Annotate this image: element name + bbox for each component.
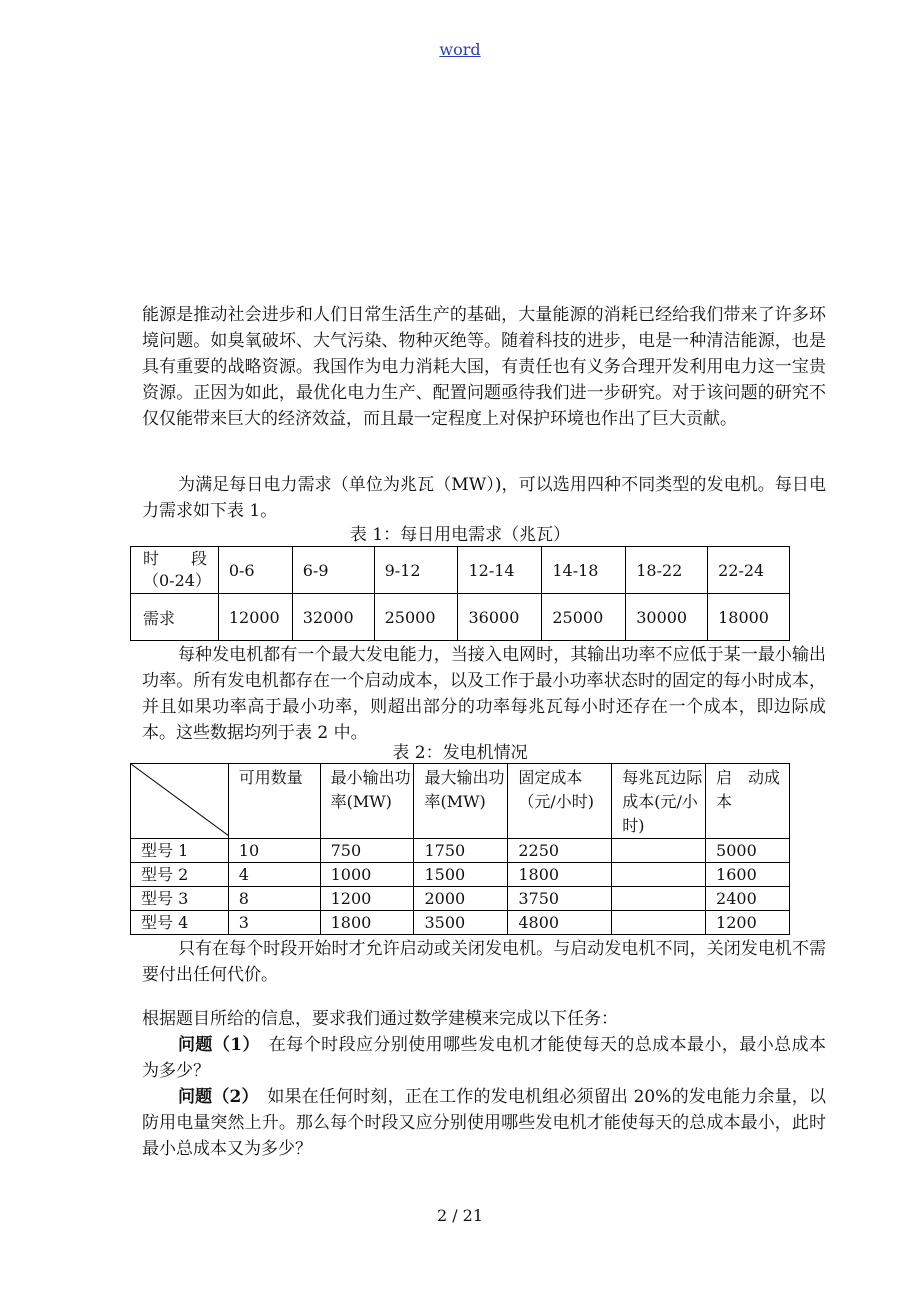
header-count: 可用数量 xyxy=(228,764,320,839)
marginal-cell xyxy=(612,839,706,863)
startup-cell: 1600 xyxy=(706,863,790,887)
demand-cell: 36000 xyxy=(458,594,542,641)
demand-table xyxy=(130,546,790,641)
count-cell: 8 xyxy=(228,887,320,911)
marginal-cell xyxy=(612,887,706,911)
generator-intro-paragraph: 每种发电机都有一个最大发电能力，当接入电网时，其输出功率不应低于某一最小输出功率。所有发电机都存在一个启动成本，以及工作于最小功率状态时的固定的每小时成本，并且如果功率高于最小功率，则超出部分的功率每兆瓦每小时还存在一个成本，即边际成本。这些数据均列于表 2 中。 xyxy=(142,645,826,743)
startup-cell: 2400 xyxy=(706,887,790,911)
header-min-output: 最小输出功率(MW) xyxy=(320,764,414,839)
intro-paragraph: 能源是推动社会进步和人们日常生活生产的基础，大量能源的消耗已经给我们带来了许多环境问题。如臭氧破坏、大气污染、物种灭绝等。随着科技的进步，电是一种清洁能源，也是具有重要的战略资源。我国作为电力消耗大国，有责任也有义务合理开发利用电力这一宝贵资源。正因为如此，最优化电力生产、配置问题亟待我们进一步研究。对于该问题的研究不仅仅能带来巨大的经济效益，而且最一定程度上对保护环境也作出了巨大贡献。 xyxy=(142,305,826,429)
demand-cell: 25000 xyxy=(374,594,458,641)
demand-row-label: 需求 xyxy=(131,594,219,641)
table-row xyxy=(131,839,790,863)
fixed-cell: 1800 xyxy=(508,863,612,887)
question-1 xyxy=(142,1032,826,1084)
fixed-cell: 3750 xyxy=(508,887,612,911)
table1-caption: 表 1：每日用电需求（兆瓦） xyxy=(349,525,571,545)
question-1-label: 问题（1） xyxy=(178,1035,252,1055)
demand-cell: 30000 xyxy=(626,594,708,641)
count-cell: 3 xyxy=(228,911,320,935)
marginal-cell xyxy=(612,863,706,887)
min-cell: 1000 xyxy=(320,863,414,887)
startup-cell: 1200 xyxy=(706,911,790,935)
demand-cell: 25000 xyxy=(542,594,626,641)
max-cell: 1750 xyxy=(414,839,508,863)
table-row xyxy=(131,547,790,594)
period-label-line2: （0-24） xyxy=(143,571,211,590)
period-cell: 6-9 xyxy=(292,547,374,594)
demand-cell: 12000 xyxy=(218,594,292,641)
fixed-cell: 2250 xyxy=(508,839,612,863)
table2-caption: 表 2：发电机情况 xyxy=(392,743,528,763)
header-max-output: 最大输出功率(MW) xyxy=(414,764,508,839)
period-cell: 9-12 xyxy=(374,547,458,594)
min-cell: 1200 xyxy=(320,887,414,911)
table-row xyxy=(131,887,790,911)
table-row xyxy=(131,764,790,839)
model-cell: 型号 3 xyxy=(131,887,229,911)
diagonal-line xyxy=(131,764,229,836)
demand-intro-paragraph: 为满足每日电力需求（单位为兆瓦（MW）)，可以选用四种不同类型的发电机。每日电力需求如下表 1。 xyxy=(142,475,826,521)
count-cell: 4 xyxy=(228,863,320,887)
question-1-text: 在每个时段应分别使用哪些发电机才能使每天的总成本最小，最小总成本为多少？ xyxy=(142,1035,826,1081)
period-label-line1: 时 段 xyxy=(143,549,208,568)
generator-table xyxy=(130,763,790,935)
period-cell: 22-24 xyxy=(708,547,790,594)
header-startup-cost: 启 动成本 xyxy=(706,764,790,839)
table-row xyxy=(131,594,790,641)
period-cell: 18-22 xyxy=(626,547,708,594)
period-cell: 14-18 xyxy=(542,547,626,594)
startup-cell: 5000 xyxy=(706,839,790,863)
question-2-text: 如果在任何时刻，正在工作的发电机组必须留出 20%的发电能力余量，以防用电量突然上升。那么每个时段又应分别使用哪些发电机才能使每天的总成本最小，此时最小总成本又为多少？ xyxy=(142,1087,826,1159)
question-2-label: 问题（2） xyxy=(178,1087,251,1107)
table-row xyxy=(131,911,790,935)
model-cell: 型号 2 xyxy=(131,863,229,887)
task-intro-paragraph: 根据题目所给的信息，要求我们通过数学建模来完成以下任务： xyxy=(142,1009,618,1029)
page-header xyxy=(0,40,920,59)
switching-rule-paragraph: 只有在每个时段开始时才允许启动或关闭发电机。与启动发电机不同，关闭发电机不需要付出任何代价。 xyxy=(142,939,826,985)
model-cell: 型号 1 xyxy=(131,839,229,863)
table-row xyxy=(131,863,790,887)
header-marginal-cost: 每兆瓦边际成本(元/小时) xyxy=(612,764,706,839)
header-word-link[interactable]: word xyxy=(439,40,481,59)
max-cell: 1500 xyxy=(414,863,508,887)
demand-cell: 18000 xyxy=(708,594,790,641)
diagonal-header-cell xyxy=(131,764,229,839)
header-fixed-cost: 固定成本（元/小时) xyxy=(508,764,612,839)
period-row-label xyxy=(131,547,219,594)
fixed-cell: 4800 xyxy=(508,911,612,935)
page-number: 2 / 21 xyxy=(436,1206,484,1225)
max-cell: 3500 xyxy=(414,911,508,935)
period-cell: 0-6 xyxy=(218,547,292,594)
min-cell: 1800 xyxy=(320,911,414,935)
max-cell: 2000 xyxy=(414,887,508,911)
marginal-cell xyxy=(612,911,706,935)
question-2 xyxy=(142,1084,826,1162)
model-cell: 型号 4 xyxy=(131,911,229,935)
min-cell: 750 xyxy=(320,839,414,863)
demand-cell: 32000 xyxy=(292,594,374,641)
period-cell: 12-14 xyxy=(458,547,542,594)
count-cell: 10 xyxy=(228,839,320,863)
